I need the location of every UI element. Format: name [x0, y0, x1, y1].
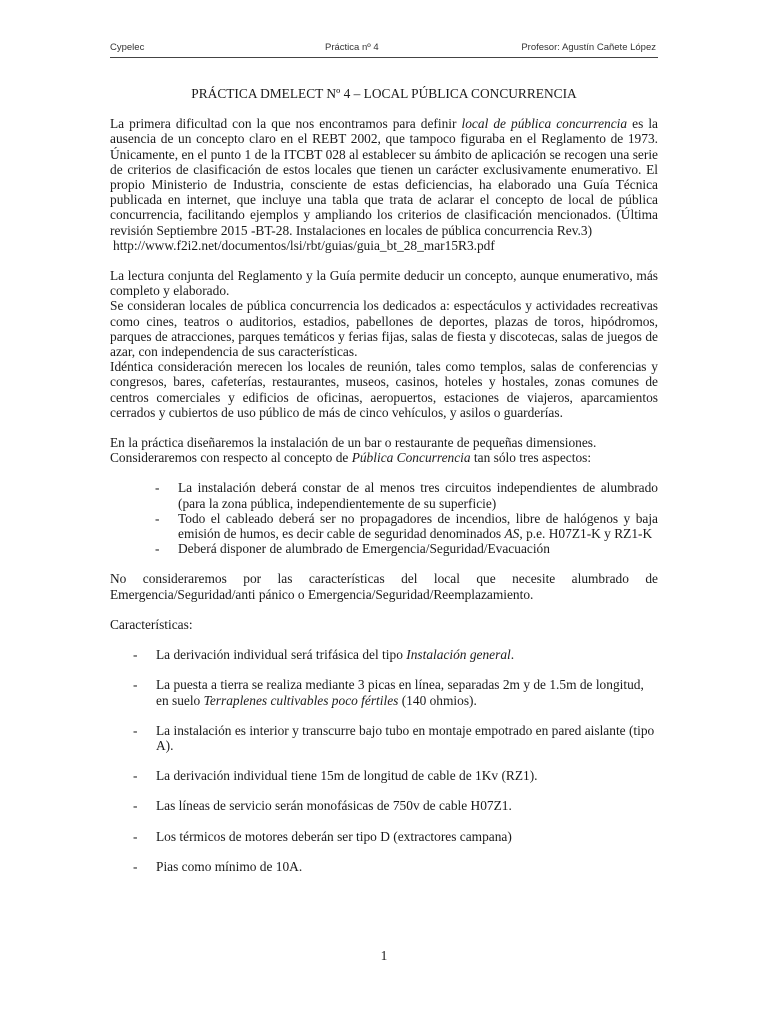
aspect-item: - La instalación deberá constar de al menos tres circuitos independientes de alumbrado (para la zona pública, independientemente de su superficie) — [178, 480, 658, 510]
guide-url: http://www.f2i2.net/documentos/lsi/rbt/guias/guia_bt_28_mar15R3.pdf — [113, 237, 495, 253]
characteristic-item: - La derivación individual tiene 15m de longitud de cable de 1Kv (RZ1). — [156, 768, 658, 783]
paragraph-premises: Se consideran locales de pública concurrencia los dedicados a: espectáculos y actividades recreativas como cines, teatros o auditorios, estadios, pabellones de deportes, plazas de toros, hipódromos, parques de atracciones, parques temáticos y ferias fijas, salas de fiesta y discotecas, salas de juegos de azar, con independencia de sus características. — [110, 298, 658, 360]
paragraph-emergency: No consideraremos por las características del local que necesite alumbrado de Emergencia/Seguridad/anti pánico o Emergencia/Seguridad/Reemplazamiento. — [110, 571, 658, 602]
characteristic-emphasis: Instalación general — [406, 647, 511, 663]
header-right-text: Profesor: Agustín Cañete López — [521, 42, 656, 53]
characteristic-text: La puesta a tierra se realiza mediante 3 picas en línea, separadas 2m y de 1.5m de longitud, en suelo — [156, 677, 644, 708]
intro-text-end: es la ausencia de un concepto claro en el REBT 2002, que tampoco figuraba en el Reglamento de 1973. Únicamente, en el punto 1 de la ITCBT 028 al establecer su ámbito de aplicación se recogen una serie de criterios de clasificación de estos locales que tienen un carácter exclusivamente enumerativo. El propio Ministerio de Industria, consciente de estas deficiencias, ha elaborado una Guía Técnica publicada en internet, que incluye una tabla que trata de aclarar el concepto de local de pública concurrencia, facilitando ejemplos y ampliando los criterios de clasificación mencionados. (Última revisión Septiembre 2015 -BT-28. Instalaciones en locales de pública concurrencia Rev.3) — [110, 116, 658, 238]
page-number: 1 — [380, 948, 388, 963]
paragraph-meeting-places: Idéntica consideración merecen los locales de reunión, tales como templos, salas de conferencias y congresos, bares, cafeterías, restaurantes, museos, casinos, hoteles y hostales, zonas comunes de centros comerciales y edificios de oficinas, aeropuertos, estaciones de viajeros, aparcamientos cerrados y cubiertos de uso público de más de cinco vehículos, y asilos o guarderías. — [110, 359, 658, 420]
document-body — [110, 82, 658, 889]
paragraph-aspects-intro — [110, 450, 658, 465]
document-title: PRÁCTICA DMELECT Nº 4 – LOCAL PÚBLICA CONCURRENCIA — [191, 86, 577, 101]
characteristic-item: - Los térmicos de motores deberán ser tipo D (extractores campana) — [156, 829, 658, 844]
aspects-intro-emphasis: Pública Concurrencia — [351, 450, 471, 466]
characteristic-text: La derivación individual será trifásica del tipo — [156, 647, 407, 663]
aspect-text: , p.e. H07Z1-K y RZ1-K — [519, 526, 653, 542]
aspects-intro-end: tan sólo tres aspectos: — [470, 450, 592, 466]
aspect-item: - Deberá disponer de alumbrado de Emergencia/Seguridad/Evacuación — [178, 541, 658, 556]
characteristic-item: - La instalación es interior y transcurre bajo tubo en montaje empotrado en pared aislante (tipo A). — [156, 723, 658, 753]
characteristic-item: - Las líneas de servicio serán monofásicas de 750v de cable H07Z1. — [156, 798, 658, 813]
characteristics-list — [110, 647, 658, 874]
aspects-intro-start: Consideraremos con respecto al concepto de — [110, 450, 352, 466]
aspects-list — [110, 480, 658, 556]
characteristic-item: - Pias como mínimo de 10A. — [156, 859, 658, 874]
page-header — [110, 41, 658, 58]
characteristics-label: Características: — [110, 616, 193, 632]
characteristic-text: (140 ohmios). — [398, 692, 477, 708]
header-center-text: Práctica nº 4 — [325, 42, 379, 53]
aspect-text: Todo el cableado deberá ser no propagadores de incendios, libre de halógenos y baja emisión de humos, es decir cable de seguridad denominados — [178, 510, 658, 542]
aspect-item — [178, 511, 658, 541]
characteristic-item — [156, 677, 658, 707]
characteristic-emphasis: Terraplenes cultivables poco fértiles — [203, 692, 399, 708]
characteristic-text: . — [510, 647, 515, 663]
intro-emphasis: local de pública concurrencia — [461, 116, 628, 132]
aspect-emphasis: AS — [504, 526, 520, 542]
intro-text-start: La primera dificultad con la que nos encontramos para definir — [110, 116, 462, 132]
header-left-text: Cypelec — [110, 42, 145, 53]
paragraph-practice: En la práctica diseñaremos la instalación de un bar o restaurante de pequeñas dimensiones. — [110, 435, 597, 451]
characteristic-item — [156, 647, 658, 662]
intro-paragraph — [110, 116, 658, 238]
paragraph-reading: La lectura conjunta del Reglamento y la Guía permite deducir un concepto, aunque enumerativo, más completo y elaborado. — [110, 268, 658, 299]
